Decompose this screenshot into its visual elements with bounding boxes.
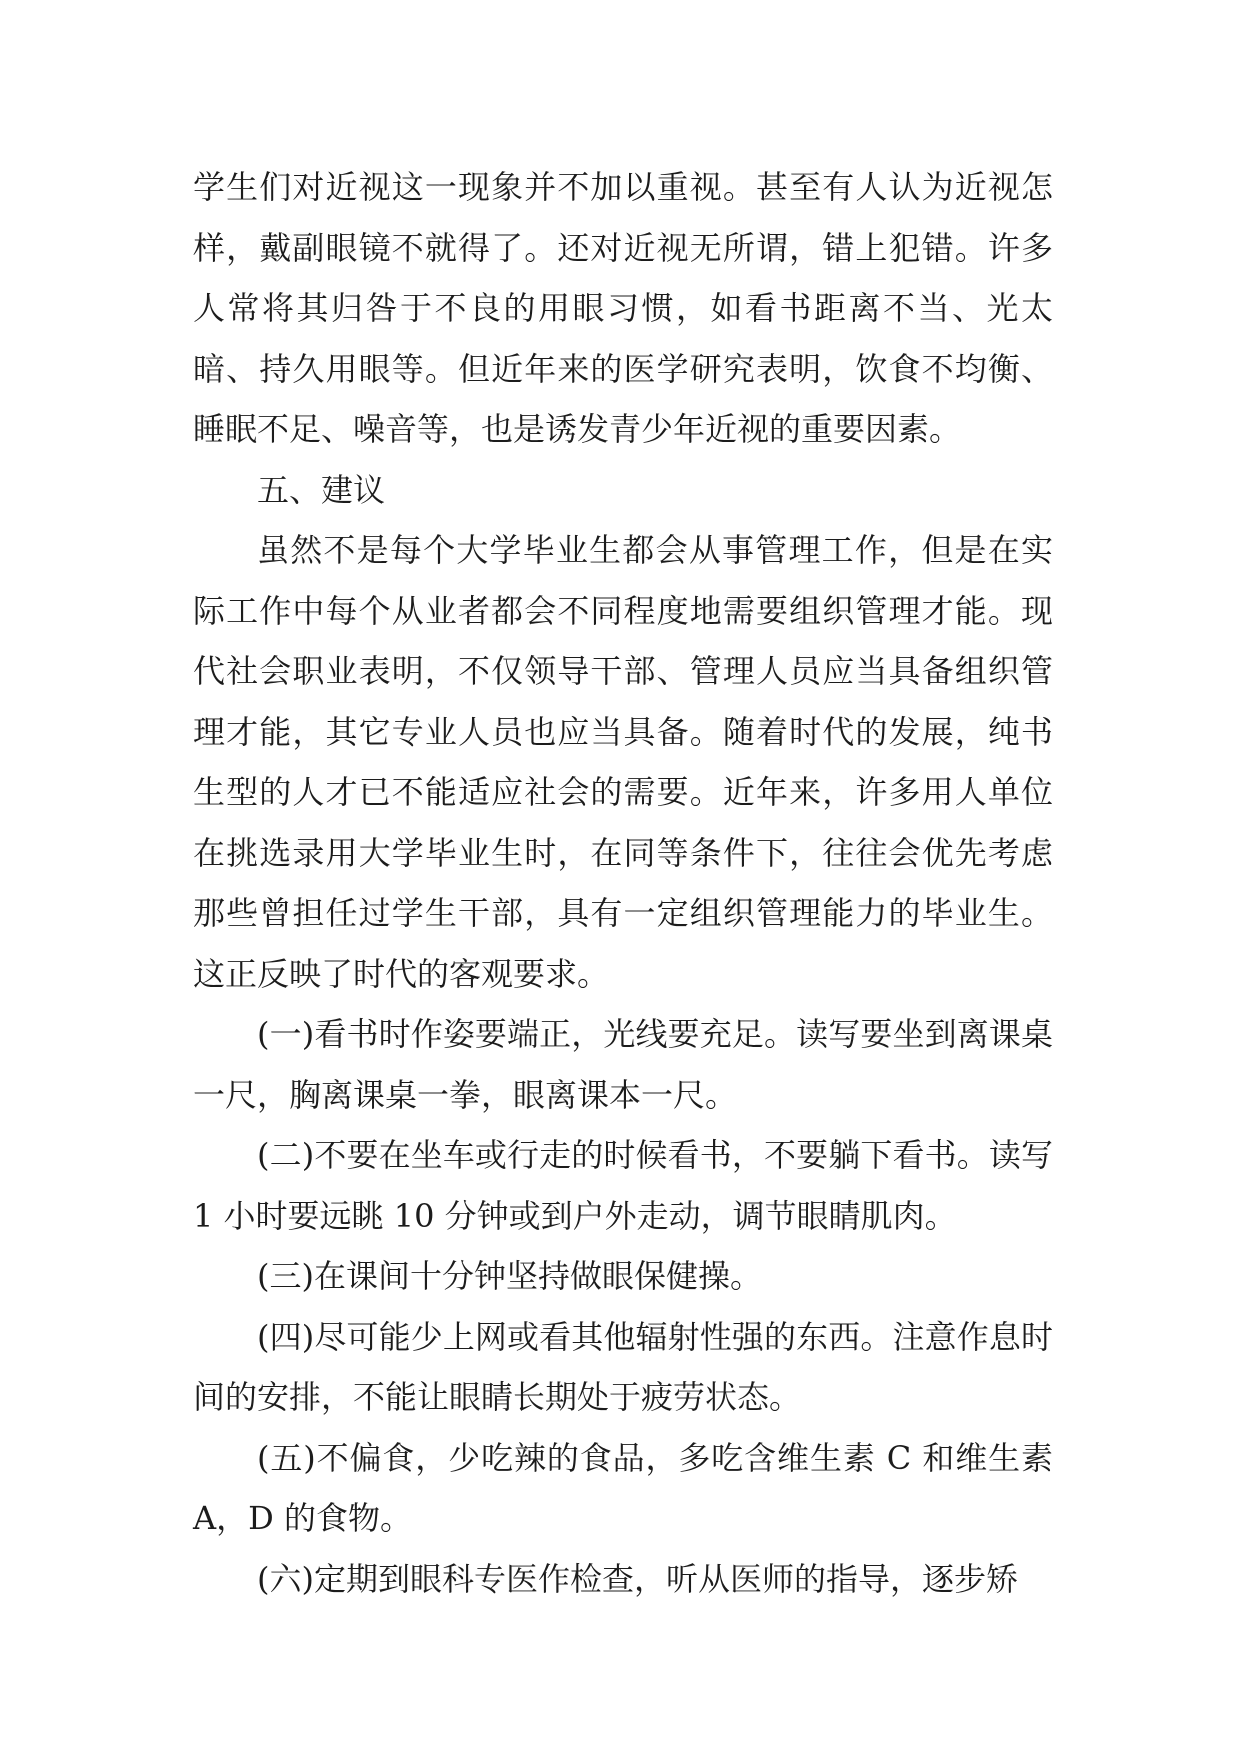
suggestion-item-6: (六)定期到眼科专医作检查，听从医师的指导，逐步矫 (257, 1559, 1018, 1598)
document-body (193, 157, 1053, 1609)
suggestion-item-1: (一)看书时作姿要端正，光线要充足。读写要坐到离课桌一尺，胸离课桌一拳，眼离课本一尺。 (193, 1015, 1053, 1114)
suggestion-item-4: (四)尽可能少上网或看其他辐射性强的东西。注意作息时间的安排，不能让眼睛长期处于疲劳状态。 (193, 1317, 1053, 1416)
paragraph-management-skills: 虽然不是每个大学毕业生都会从事管理工作，但是在实际工作中每个从业者都会不同程度地需要组织管理才能。现代社会职业表明，不仅领导干部、管理人员应当具备组织管理才能，其它专业人员也应当具备。随着时代的发展，纯书生型的人才已不能适应社会的需要。近年来，许多用人单位在挑选录用大学毕业生时，在同等条件下，往往会优先考虑那些曾担任过学生干部，具有一定组织管理能力的毕业生。这正反映了时代的客观要求。 (193, 531, 1053, 993)
section-heading-suggestions: 五、建议 (257, 470, 386, 509)
suggestion-item-3: (三)在课间十分钟坚持做眼保健操。 (257, 1257, 762, 1295)
suggestion-item-5: (五)不偏食，少吃辣的食品，多吃含维生素 C 和维生素 A，D 的食物。 (193, 1438, 1053, 1537)
suggestion-item-2: (二)不要在坐车或行走的时候看书，不要躺下看书。读写 1 小时要远眺 10 分钟或到户外走动，调节眼睛肌肉。 (193, 1136, 1053, 1235)
paragraph-myopia-causes: 学生们对近视这一现象并不加以重视。甚至有人认为近视怎样，戴副眼镜不就得了。还对近视无所谓，错上犯错。许多人常将其归咎于不良的用眼习惯，如看书距离不当、光太暗、持久用眼等。但近年来的医学研究表明，饮食不均衡、睡眠不足、噪音等，也是诱发青少年近视的重要因素。 (193, 168, 1053, 448)
